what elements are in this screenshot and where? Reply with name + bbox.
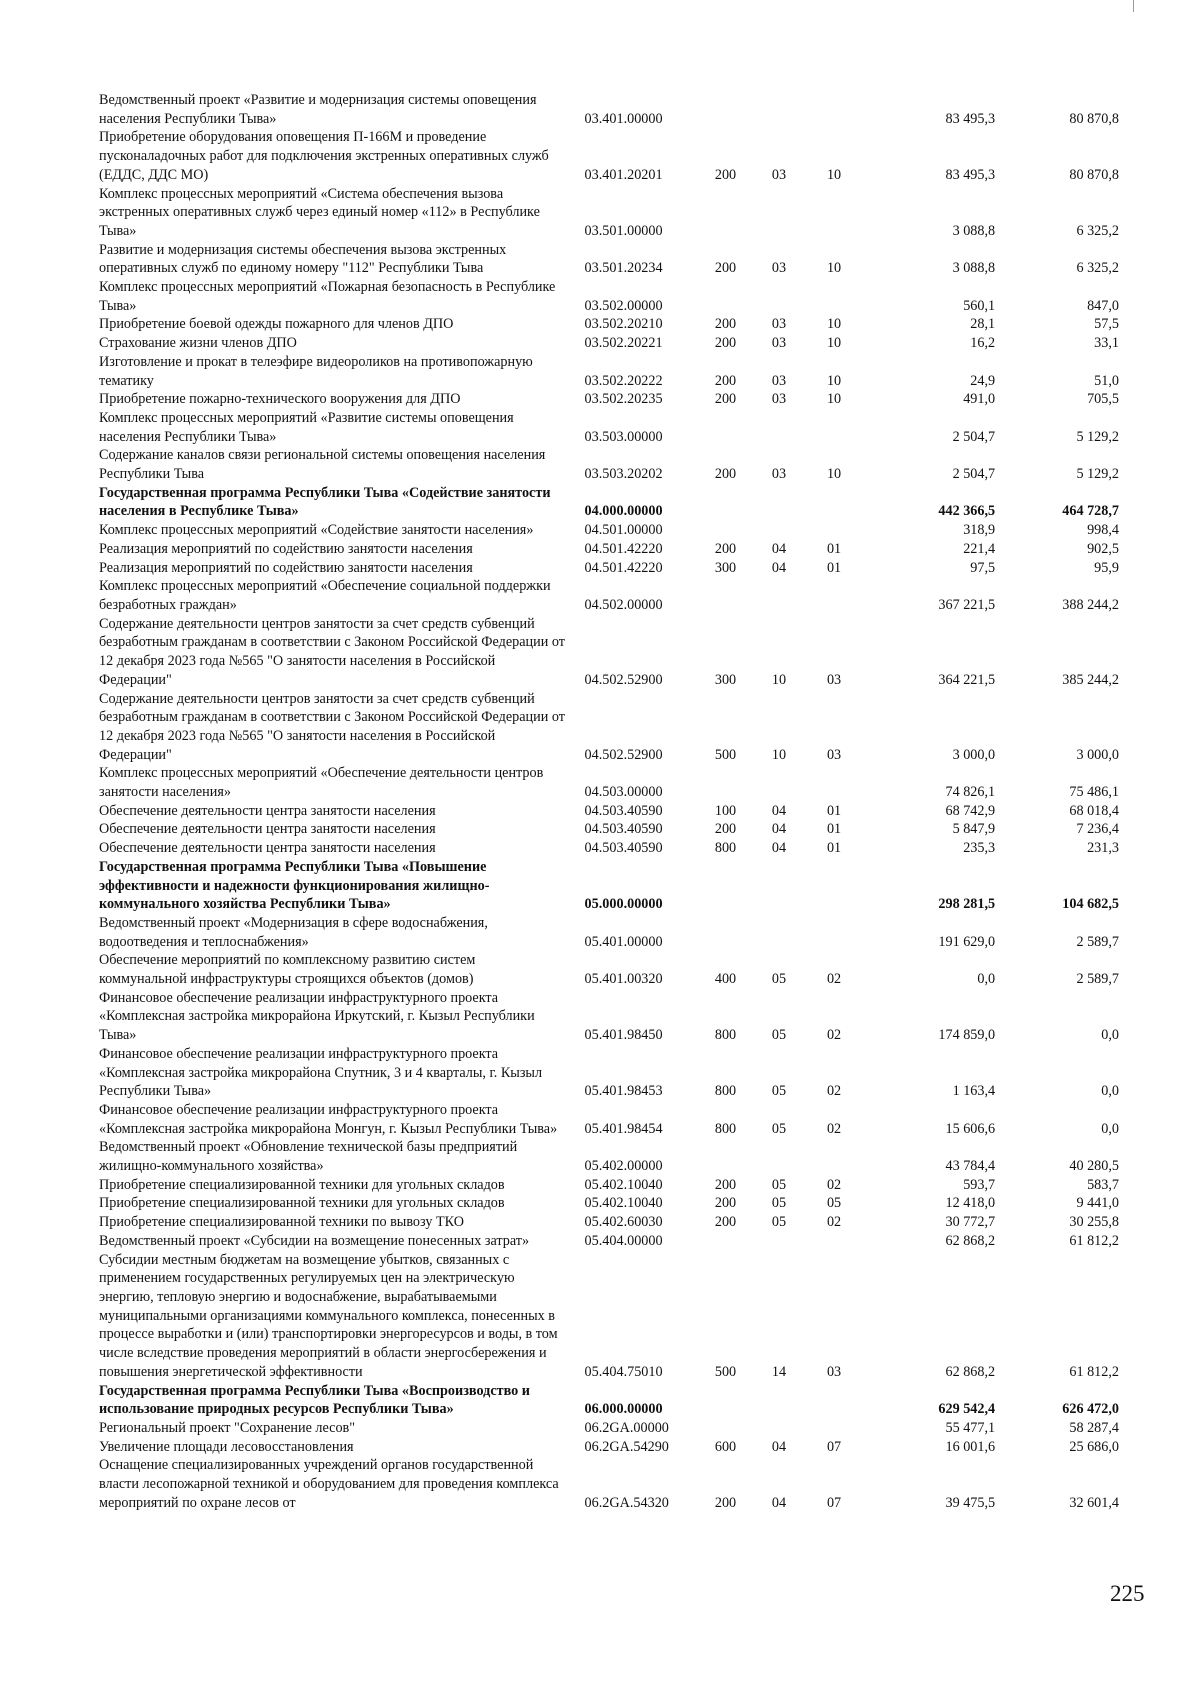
row-section: 14	[771, 1363, 787, 1380]
row-name: Субсидии местным бюджетам на возмещение убытков, связанных с применением государственных регулируемых цен на электрическую энергию, тепловую энергию и водоснабжение, вырабатываемыми муниципальными организациями коммунального комплекса, понесенных в процессе выработки и (или) транспортировки энергоресурсов и воды, в том числе вследствие проведения мероприятий в области энергосбережения и повышения энергетической эффективности	[99, 1251, 558, 1380]
row-subsection: 07	[826, 1438, 842, 1455]
table-row	[99, 315, 1119, 334]
row-amount-year-2: 0,0	[1101, 1083, 1119, 1100]
table-row	[99, 1101, 1119, 1138]
row-amount-year-1: 39 475,5	[945, 1494, 996, 1511]
row-expense-type: 200	[714, 1214, 737, 1231]
row-section: 10	[771, 746, 787, 763]
table-row	[99, 615, 1119, 690]
row-name: Приобретение оборудования оповещения П-166М и проведение пусконаладочных работ для подключения экстренных оперативных служб (ЕДДС, ДДС МО)	[99, 129, 549, 183]
row-amount-year-1: 3 088,8	[952, 222, 996, 239]
row-section: 05	[771, 1176, 787, 1193]
row-name: Ведомственный проект «Развитие и модернизация системы оповещения населения Республики Тыва»	[99, 92, 537, 127]
row-section: 04	[771, 540, 787, 557]
row-section: 04	[771, 840, 787, 857]
row-amount-year-2: 33,1	[1094, 335, 1119, 352]
row-section: 05	[771, 1120, 787, 1137]
row-name: Приобретение специализированной техники для угольных складов	[99, 1176, 505, 1193]
row-amount-year-1: 68 742,9	[945, 802, 996, 819]
table-row	[99, 446, 1119, 483]
table-row	[99, 764, 1119, 801]
row-name: Ведомственный проект «Обновление технической базы предприятий жилищно-коммунального хозяйства»	[99, 1139, 518, 1175]
table-row	[99, 858, 1119, 914]
row-amount-year-2: 25 686,0	[1069, 1438, 1119, 1455]
table-row	[99, 409, 1119, 446]
row-expense-type: 200	[714, 821, 737, 838]
row-name: Государственная программа Республики Тыва «Содействие занятости населения в Республике Тыва»	[99, 484, 551, 520]
table-row	[99, 802, 1119, 821]
row-amount-year-1: 16,2	[970, 335, 996, 352]
row-name: Содержание каналов связи региональной системы оповещения населения Республики Тыва	[99, 447, 546, 483]
table-row	[99, 521, 1119, 540]
row-section: 03	[771, 260, 787, 277]
row-amount-year-2: 5 129,2	[1076, 466, 1119, 483]
row-amount-year-2: 0,0	[1101, 1027, 1119, 1044]
table-row	[99, 185, 1119, 241]
row-target-code: 03.502.20222	[584, 372, 663, 389]
row-amount-year-2: 57,5	[1094, 316, 1119, 333]
row-target-code: 05.000.00000	[584, 896, 663, 913]
row-expense-type: 200	[714, 372, 737, 389]
row-amount-year-2: 388 244,2	[1062, 596, 1119, 613]
row-amount-year-2: 51,0	[1094, 372, 1119, 389]
row-amount-year-1: 74 826,1	[945, 784, 996, 801]
table-row	[99, 820, 1119, 839]
table-row	[99, 390, 1119, 409]
table-row	[99, 951, 1119, 988]
row-amount-year-2: 464 728,7	[1062, 503, 1119, 520]
row-subsection: 10	[826, 372, 842, 389]
row-amount-year-2: 583,7	[1087, 1176, 1119, 1193]
row-amount-year-2: 32 601,4	[1069, 1494, 1119, 1511]
row-amount-year-1: 5 847,9	[952, 821, 996, 838]
row-amount-year-1: 3 000,0	[952, 746, 996, 763]
row-name: Обеспечение деятельности центра занятости населения	[99, 840, 436, 857]
row-amount-year-2: 5 129,2	[1076, 428, 1119, 445]
row-expense-type: 800	[714, 1027, 737, 1044]
row-amount-year-1: 191 629,0	[938, 933, 996, 950]
row-amount-year-2: 2 589,7	[1076, 933, 1119, 950]
row-target-code: 03.502.00000	[584, 297, 663, 314]
table-row	[99, 989, 1119, 1045]
table-row	[99, 1194, 1119, 1213]
row-amount-year-1: 221,4	[963, 540, 996, 557]
row-target-code: 05.401.98453	[584, 1083, 663, 1100]
row-section: 03	[771, 166, 787, 183]
row-name: Оснащение специализированных учреждений органов государственной власти лесопожарной техникой и оборудованием для проведения комплекса мероприятий по охране лесов от	[99, 1457, 559, 1511]
row-name: Содержание деятельности центров занятости за счет средств субвенций безработным гражданам в соответствии с Законом Российской Федерации от 12 декабря 2023 года №565 "О занятости населения в Российской Федерации"	[99, 615, 565, 688]
table-row	[99, 1251, 1119, 1382]
table-row	[99, 1438, 1119, 1457]
row-subsection: 03	[826, 746, 842, 763]
row-subsection: 10	[826, 316, 842, 333]
row-target-code: 04.000.00000	[584, 503, 663, 520]
row-target-code: 03.503.00000	[584, 428, 663, 445]
row-name: Страхование жизни членов ДПО	[99, 335, 297, 352]
row-name: Реализация мероприятий по содействию занятости населения	[99, 559, 473, 576]
row-subsection: 02	[826, 1027, 842, 1044]
row-section: 03	[771, 391, 787, 408]
row-expense-type: 200	[714, 166, 737, 183]
row-subsection: 10	[826, 260, 842, 277]
row-expense-type: 200	[714, 540, 737, 557]
row-target-code: 04.501.00000	[584, 522, 663, 539]
row-amount-year-1: 174 859,0	[938, 1027, 996, 1044]
row-section: 05	[771, 1214, 787, 1231]
row-expense-type: 200	[714, 391, 737, 408]
row-amount-year-1: 30 772,7	[945, 1214, 996, 1231]
row-section: 04	[771, 821, 787, 838]
row-amount-year-1: 629 542,4	[938, 1401, 996, 1418]
row-amount-year-2: 75 486,1	[1069, 784, 1119, 801]
row-amount-year-2: 0,0	[1101, 1120, 1119, 1137]
row-name: Комплекс процессных мероприятий «Обеспечение социальной поддержки безработных граждан»	[99, 578, 551, 613]
row-section: 05	[771, 1027, 787, 1044]
row-name: Финансовое обеспечение реализации инфраструктурного проекта «Комплексная застройка микрорайона Иркутский, г. Кызыл Республики Тыва»	[99, 989, 535, 1044]
table-row	[99, 334, 1119, 353]
row-target-code: 03.502.20221	[584, 335, 663, 352]
row-name: Обеспечение деятельности центра занятости населения	[99, 821, 436, 838]
row-amount-year-2: 231,3	[1087, 840, 1119, 857]
table-row	[99, 1213, 1119, 1232]
row-name: Финансовое обеспечение реализации инфраструктурного проекта «Комплексная застройка микрорайона Спутник, 3 и 4 кварталы, г. Кызыл Республики Тыва»	[99, 1045, 543, 1100]
row-target-code: 03.501.20234	[584, 260, 663, 277]
row-amount-year-1: 560,1	[963, 297, 996, 314]
row-amount-year-1: 0,0	[977, 971, 996, 988]
row-expense-type: 300	[714, 559, 737, 576]
row-name: Государственная программа Республики Тыва «Воспроизводство и использование природных ресурсов Республики Тыва»	[99, 1382, 530, 1418]
table-row	[99, 128, 1119, 184]
row-expense-type: 500	[714, 1363, 737, 1380]
row-amount-year-2: 626 472,0	[1062, 1401, 1119, 1418]
row-amount-year-2: 68 018,4	[1069, 802, 1119, 819]
row-expense-type: 200	[714, 316, 737, 333]
row-name: Комплекс процессных мероприятий «Развитие системы оповещения населения Республики Тыва»	[99, 409, 514, 445]
row-expense-type: 200	[714, 1494, 737, 1511]
row-target-code: 04.502.52900	[584, 746, 663, 763]
row-target-code: 05.401.00320	[584, 971, 663, 988]
row-target-code: 04.502.00000	[584, 596, 663, 613]
row-target-code: 03.401.20201	[584, 166, 663, 183]
scan-edge-mark	[1133, 0, 1134, 12]
row-name: Ведомственный проект «Субсидии на возмещение понесенных затрат»	[99, 1232, 530, 1249]
row-name: Содержание деятельности центров занятости за счет средств субвенций безработным гражданам в соответствии с Законом Российской Федерации от 12 декабря 2023 года №565 "О занятости населения в Российской Федерации"	[99, 690, 565, 763]
row-target-code: 04.503.40590	[584, 821, 663, 838]
row-subsection: 10	[826, 391, 842, 408]
row-amount-year-1: 28,1	[970, 316, 996, 333]
row-subsection: 01	[826, 821, 842, 838]
row-name: Государственная программа Республики Тыва «Повышение эффективности и надежности функционирования жилищно-коммунального хозяйства Республики Тыва»	[99, 858, 490, 913]
row-section: 04	[771, 1438, 787, 1455]
row-target-code: 04.501.42220	[584, 540, 663, 557]
row-amount-year-2: 80 870,8	[1069, 166, 1119, 183]
row-amount-year-1: 12 418,0	[945, 1195, 996, 1212]
row-amount-year-1: 24,9	[970, 372, 996, 389]
row-amount-year-2: 61 812,2	[1069, 1232, 1119, 1249]
row-section: 04	[771, 559, 787, 576]
row-section: 03	[771, 335, 787, 352]
table-row	[99, 1045, 1119, 1101]
row-amount-year-1: 2 504,7	[952, 428, 996, 445]
row-name: Развитие и модернизация системы обеспечения вызова экстренных оперативных служб по единому номеру "112" Республики Тыва	[99, 241, 507, 277]
table-row	[99, 1232, 1119, 1251]
row-expense-type: 100	[714, 802, 737, 819]
row-amount-year-1: 83 495,3	[945, 166, 996, 183]
table-row	[99, 1382, 1119, 1419]
row-name: Региональный проект "Сохранение лесов"	[99, 1419, 356, 1436]
row-target-code: 04.502.52900	[584, 671, 663, 688]
row-subsection: 02	[826, 1214, 842, 1231]
row-amount-year-1: 491,0	[963, 391, 996, 408]
row-name: Приобретение специализированной техники для угольных складов	[99, 1195, 505, 1212]
row-amount-year-2: 2 589,7	[1076, 971, 1119, 988]
row-subsection: 01	[826, 840, 842, 857]
row-amount-year-1: 62 868,2	[945, 1363, 996, 1380]
row-name: Комплекс процессных мероприятий «Содействие занятости населения»	[99, 522, 534, 539]
row-amount-year-2: 6 325,2	[1076, 260, 1119, 277]
row-subsection: 01	[826, 540, 842, 557]
row-expense-type: 200	[714, 1195, 737, 1212]
row-target-code: 04.503.40590	[584, 802, 663, 819]
row-target-code: 05.402.10040	[584, 1176, 663, 1193]
row-amount-year-1: 83 495,3	[945, 110, 996, 127]
row-amount-year-1: 442 366,5	[938, 503, 996, 520]
row-expense-type: 800	[714, 840, 737, 857]
row-amount-year-1: 298 281,5	[938, 896, 996, 913]
row-subsection: 02	[826, 1176, 842, 1193]
row-name: Ведомственный проект «Модернизация в сфере водоснабжения, водоотведения и теплоснабжения»	[99, 914, 488, 950]
row-amount-year-1: 62 868,2	[945, 1232, 996, 1249]
row-target-code: 05.401.98450	[584, 1027, 663, 1044]
row-expense-type: 800	[714, 1120, 737, 1137]
row-amount-year-2: 705,5	[1087, 391, 1119, 408]
row-target-code: 05.402.60030	[584, 1214, 663, 1231]
table-row	[99, 1419, 1119, 1438]
row-expense-type: 500	[714, 746, 737, 763]
table-row	[99, 559, 1119, 578]
row-subsection: 03	[826, 671, 842, 688]
row-amount-year-2: 998,4	[1087, 522, 1119, 539]
row-target-code: 06.2GA.00000	[584, 1419, 669, 1436]
row-expense-type: 300	[714, 671, 737, 688]
row-expense-type: 200	[714, 260, 737, 277]
table-row	[99, 540, 1119, 559]
row-target-code: 06.000.00000	[584, 1401, 663, 1418]
row-section: 05	[771, 971, 787, 988]
row-name: Приобретение специализированной техники по вывозу ТКО	[99, 1214, 464, 1231]
row-name: Приобретение боевой одежды пожарного для членов ДПО	[99, 316, 454, 333]
row-name: Комплекс процессных мероприятий «Система обеспечения вызова экстренных оперативных служб через единый номер «112» в Республике Тыва»	[99, 185, 540, 239]
row-amount-year-1: 1 163,4	[952, 1083, 996, 1100]
row-subsection: 01	[826, 559, 842, 576]
row-subsection: 10	[826, 466, 842, 483]
row-amount-year-2: 80 870,8	[1069, 110, 1119, 127]
row-name: Изготовление и прокат в телеэфире видеороликов на противопожарную тематику	[99, 353, 533, 389]
table-row	[99, 91, 1119, 128]
row-name: Комплекс процессных мероприятий «Обеспечение деятельности центров занятости населения»	[99, 765, 544, 801]
row-target-code: 03.502.20210	[584, 316, 663, 333]
table-row	[99, 690, 1119, 765]
row-target-code: 03.501.00000	[584, 222, 663, 239]
row-amount-year-1: 16 001,6	[945, 1438, 996, 1455]
row-amount-year-2: 30 255,8	[1069, 1214, 1119, 1231]
row-section: 10	[771, 671, 787, 688]
row-section: 03	[771, 316, 787, 333]
row-subsection: 07	[826, 1494, 842, 1511]
row-name: Обеспечение мероприятий по комплексному развитию систем коммунальной инфраструктуры строящихся объектов (домов)	[99, 952, 476, 988]
row-amount-year-2: 58 287,4	[1069, 1419, 1119, 1436]
row-amount-year-1: 55 477,1	[945, 1419, 996, 1436]
table-row	[99, 278, 1119, 315]
row-subsection: 03	[826, 1363, 842, 1380]
row-subsection: 01	[826, 802, 842, 819]
row-expense-type: 600	[714, 1438, 737, 1455]
row-subsection: 02	[826, 1083, 842, 1100]
row-name: Обеспечение деятельности центра занятости населения	[99, 802, 436, 819]
row-subsection: 02	[826, 971, 842, 988]
row-amount-year-1: 364 221,5	[938, 671, 996, 688]
row-target-code: 04.501.42220	[584, 559, 663, 576]
table-row	[99, 1456, 1119, 1512]
row-amount-year-1: 97,5	[970, 559, 996, 576]
table-row	[99, 484, 1119, 521]
row-amount-year-2: 902,5	[1087, 540, 1119, 557]
row-section: 03	[771, 466, 787, 483]
row-name: Увеличение площади лесовосстановления	[99, 1438, 354, 1455]
row-amount-year-1: 235,3	[963, 840, 996, 857]
row-section: 03	[771, 372, 787, 389]
row-amount-year-1: 367 221,5	[938, 596, 996, 613]
row-amount-year-2: 3 000,0	[1076, 746, 1119, 763]
row-subsection: 05	[826, 1195, 842, 1212]
row-target-code: 03.401.00000	[584, 110, 663, 127]
row-amount-year-2: 104 682,5	[1062, 896, 1119, 913]
row-target-code: 05.402.00000	[584, 1158, 663, 1175]
row-name: Приобретение пожарно-технического вооружения для ДПО	[99, 391, 461, 408]
row-amount-year-1: 593,7	[963, 1176, 996, 1193]
row-amount-year-1: 43 784,4	[945, 1158, 996, 1175]
row-amount-year-2: 7 236,4	[1076, 821, 1119, 838]
row-target-code: 03.503.20202	[584, 466, 663, 483]
row-amount-year-2: 40 280,5	[1069, 1158, 1119, 1175]
table-row	[99, 1176, 1119, 1195]
table-row	[99, 914, 1119, 951]
row-subsection: 02	[826, 1120, 842, 1137]
row-expense-type: 200	[714, 1176, 737, 1193]
row-subsection: 10	[826, 166, 842, 183]
row-target-code: 05.401.98454	[584, 1120, 663, 1137]
row-amount-year-1: 318,9	[963, 522, 996, 539]
row-section: 04	[771, 802, 787, 819]
row-target-code: 05.401.00000	[584, 933, 663, 950]
row-target-code: 05.404.75010	[584, 1363, 663, 1380]
row-target-code: 06.2GA.54320	[584, 1494, 669, 1511]
row-amount-year-2: 61 812,2	[1069, 1363, 1119, 1380]
row-expense-type: 400	[714, 971, 737, 988]
row-section: 05	[771, 1083, 787, 1100]
row-expense-type: 800	[714, 1083, 737, 1100]
row-amount-year-2: 9 441,0	[1076, 1195, 1119, 1212]
row-subsection: 10	[826, 335, 842, 352]
table-row	[99, 577, 1119, 614]
row-expense-type: 200	[714, 466, 737, 483]
table-row	[99, 1138, 1119, 1175]
row-amount-year-2: 385 244,2	[1062, 671, 1119, 688]
budget-table	[99, 91, 1119, 1512]
row-amount-year-1: 15 606,6	[945, 1120, 996, 1137]
row-target-code: 05.402.10040	[584, 1195, 663, 1212]
row-target-code: 03.502.20235	[584, 391, 663, 408]
table-row	[99, 839, 1119, 858]
table-row	[99, 353, 1119, 390]
row-section: 04	[771, 1494, 787, 1511]
row-amount-year-2: 847,0	[1087, 297, 1119, 314]
row-section: 05	[771, 1195, 787, 1212]
row-name: Реализация мероприятий по содействию занятости населения	[99, 540, 473, 557]
row-amount-year-2: 95,9	[1094, 559, 1119, 576]
row-amount-year-1: 3 088,8	[952, 260, 996, 277]
row-target-code: 06.2GA.54290	[584, 1438, 669, 1455]
row-expense-type: 200	[714, 335, 737, 352]
row-name: Финансовое обеспечение реализации инфраструктурного проекта «Комплексная застройка микрорайона Монгун, г. Кызыл Республики Тыва»	[99, 1101, 558, 1137]
row-amount-year-2: 6 325,2	[1076, 222, 1119, 239]
row-target-code: 05.404.00000	[584, 1232, 663, 1249]
page-number: 225	[1110, 1581, 1145, 1606]
table-row	[99, 241, 1119, 278]
row-target-code: 04.503.40590	[584, 840, 663, 857]
row-target-code: 04.503.00000	[584, 784, 663, 801]
row-amount-year-1: 2 504,7	[952, 466, 996, 483]
row-name: Комплекс процессных мероприятий «Пожарная безопасность в Республике Тыва»	[99, 279, 556, 314]
